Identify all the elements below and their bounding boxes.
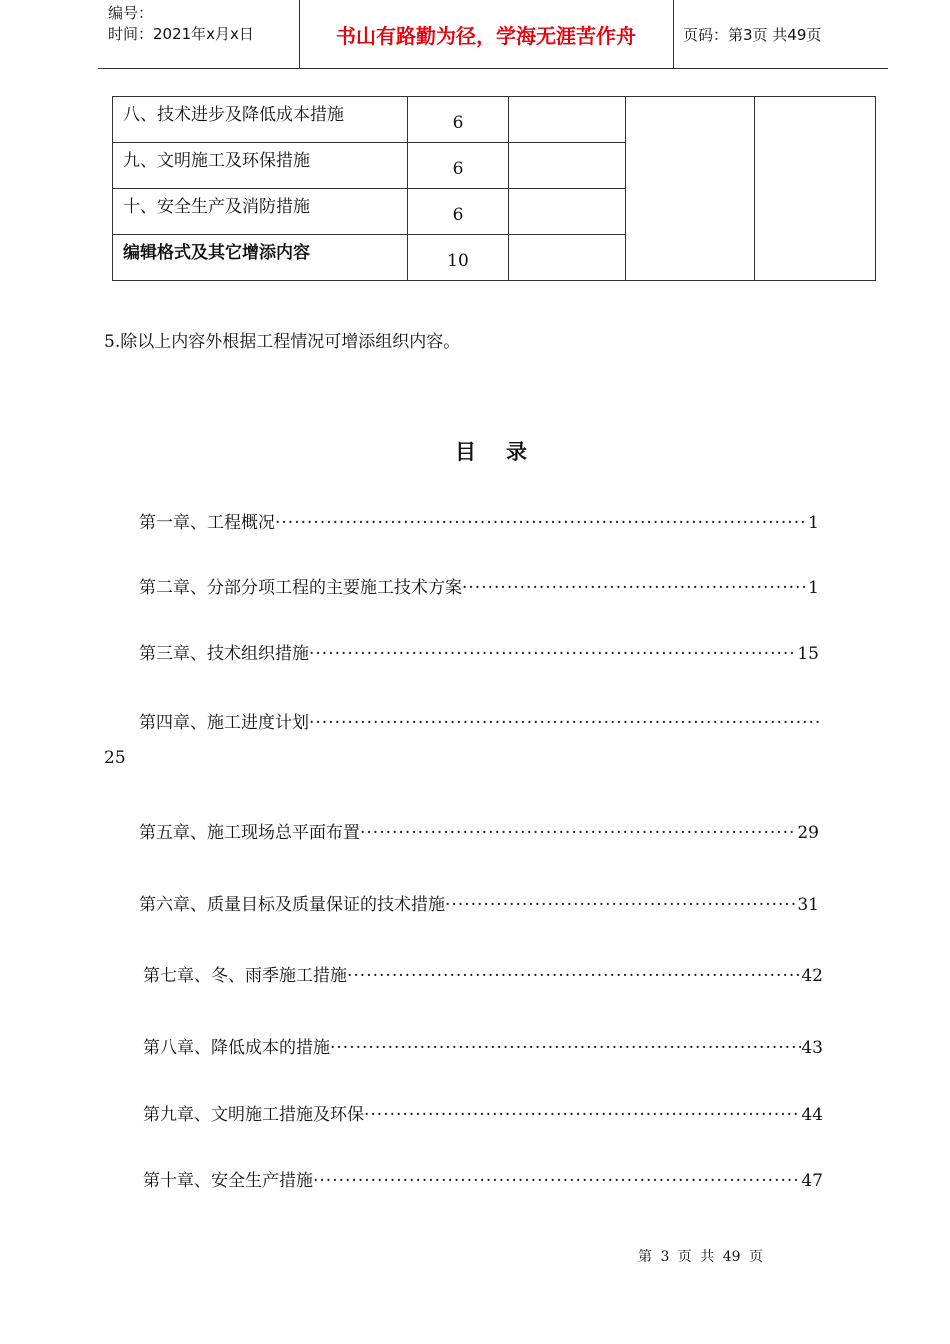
toc-entry-label: 第十章、安全生产措施: [143, 1171, 313, 1191]
number-label: 编号：: [108, 4, 154, 22]
toc-leader: [360, 823, 797, 843]
toc-entry[interactable]: [143, 961, 823, 986]
toc-entry[interactable]: [139, 818, 819, 843]
toc-entry[interactable]: [143, 1100, 823, 1125]
table-cell-empty: [626, 97, 755, 281]
toc-entry[interactable]: [139, 508, 819, 533]
toc-leader: [309, 644, 797, 664]
toc-entry-page: 25: [104, 748, 126, 768]
toc-entry-label: 第八章、降低成本的措施: [143, 1038, 330, 1058]
page-header: [98, 0, 888, 69]
table-cell-empty: [509, 189, 626, 235]
toc-entry-label: 第四章、施工进度计划: [139, 713, 309, 733]
table-cell-item: 九、文明施工及环保措施: [113, 143, 408, 189]
table-cell-score: 6: [408, 189, 509, 235]
toc-leader: [275, 513, 808, 533]
toc-leader: [330, 1038, 801, 1058]
table-cell-score: 6: [408, 97, 509, 143]
table-cell-empty: [755, 97, 876, 281]
toc-entry-label: 第九章、文明施工措施及环保: [143, 1105, 364, 1125]
toc-entry-label: 第六章、质量目标及质量保证的技术措施: [139, 895, 445, 915]
toc-entry-page: 42: [801, 966, 823, 986]
note-paragraph: 5.除以上内容外根据工程情况可增添组织内容。: [104, 332, 461, 352]
toc-leader: [462, 578, 808, 598]
toc-entry-label: 第五章、施工现场总平面布置: [139, 823, 360, 843]
header-meta: [108, 3, 254, 45]
table-cell-item: 十、安全生产及消防措施: [113, 189, 408, 235]
toc-entry-page: 31: [797, 895, 819, 915]
header-page-info: 页码：第3页 共49页: [683, 25, 822, 44]
table-cell-item: 八、技术进步及降低成本措施: [113, 97, 408, 143]
toc-entry-label: 第三章、技术组织措施: [139, 644, 309, 664]
toc-entry-label: 第七章、冬、雨季施工措施: [143, 966, 347, 986]
toc-entry-page: 29: [797, 823, 819, 843]
toc-entry-page: 1: [808, 513, 819, 533]
toc-leader: [313, 1171, 801, 1191]
table-cell-empty: [509, 143, 626, 189]
toc-entry[interactable]: [143, 1166, 823, 1191]
toc-leader: [364, 1105, 801, 1125]
table-cell-empty: [509, 97, 626, 143]
toc-entry-page: 1: [808, 578, 819, 598]
toc-title: 目录: [455, 440, 557, 464]
header-divider: [673, 0, 674, 68]
score-table: [112, 96, 876, 281]
toc-entry[interactable]: [139, 573, 819, 598]
toc-entry-page: 43: [801, 1038, 823, 1058]
toc-leader: [445, 895, 797, 915]
toc-entry-label: 第二章、分部分项工程的主要施工技术方案: [139, 578, 462, 598]
toc-entry-page: 44: [801, 1105, 823, 1125]
table-cell-empty: [509, 235, 626, 281]
toc-leader: [309, 713, 819, 733]
toc-entry[interactable]: [139, 890, 819, 915]
toc-entry[interactable]: [139, 708, 819, 733]
toc-entry[interactable]: [143, 1033, 823, 1058]
time-label: 时间：2021年x月x日: [108, 25, 254, 43]
table-cell-score: 10: [408, 235, 509, 281]
toc-entry-page: 47: [801, 1171, 823, 1191]
toc-entry[interactable]: [139, 639, 819, 664]
table-row: [113, 97, 876, 143]
table-cell-score: 6: [408, 143, 509, 189]
table-cell-item: 编辑格式及其它增添内容: [113, 235, 408, 281]
page-footer: 第 3 页 共 49 页: [638, 1249, 763, 1265]
header-motto: 书山有路勤为径，学海无涯苦作舟: [336, 23, 636, 48]
toc-entry-label: 第一章、工程概况: [139, 513, 275, 533]
toc-entry-page: 15: [797, 644, 819, 664]
toc-leader: [347, 966, 801, 986]
